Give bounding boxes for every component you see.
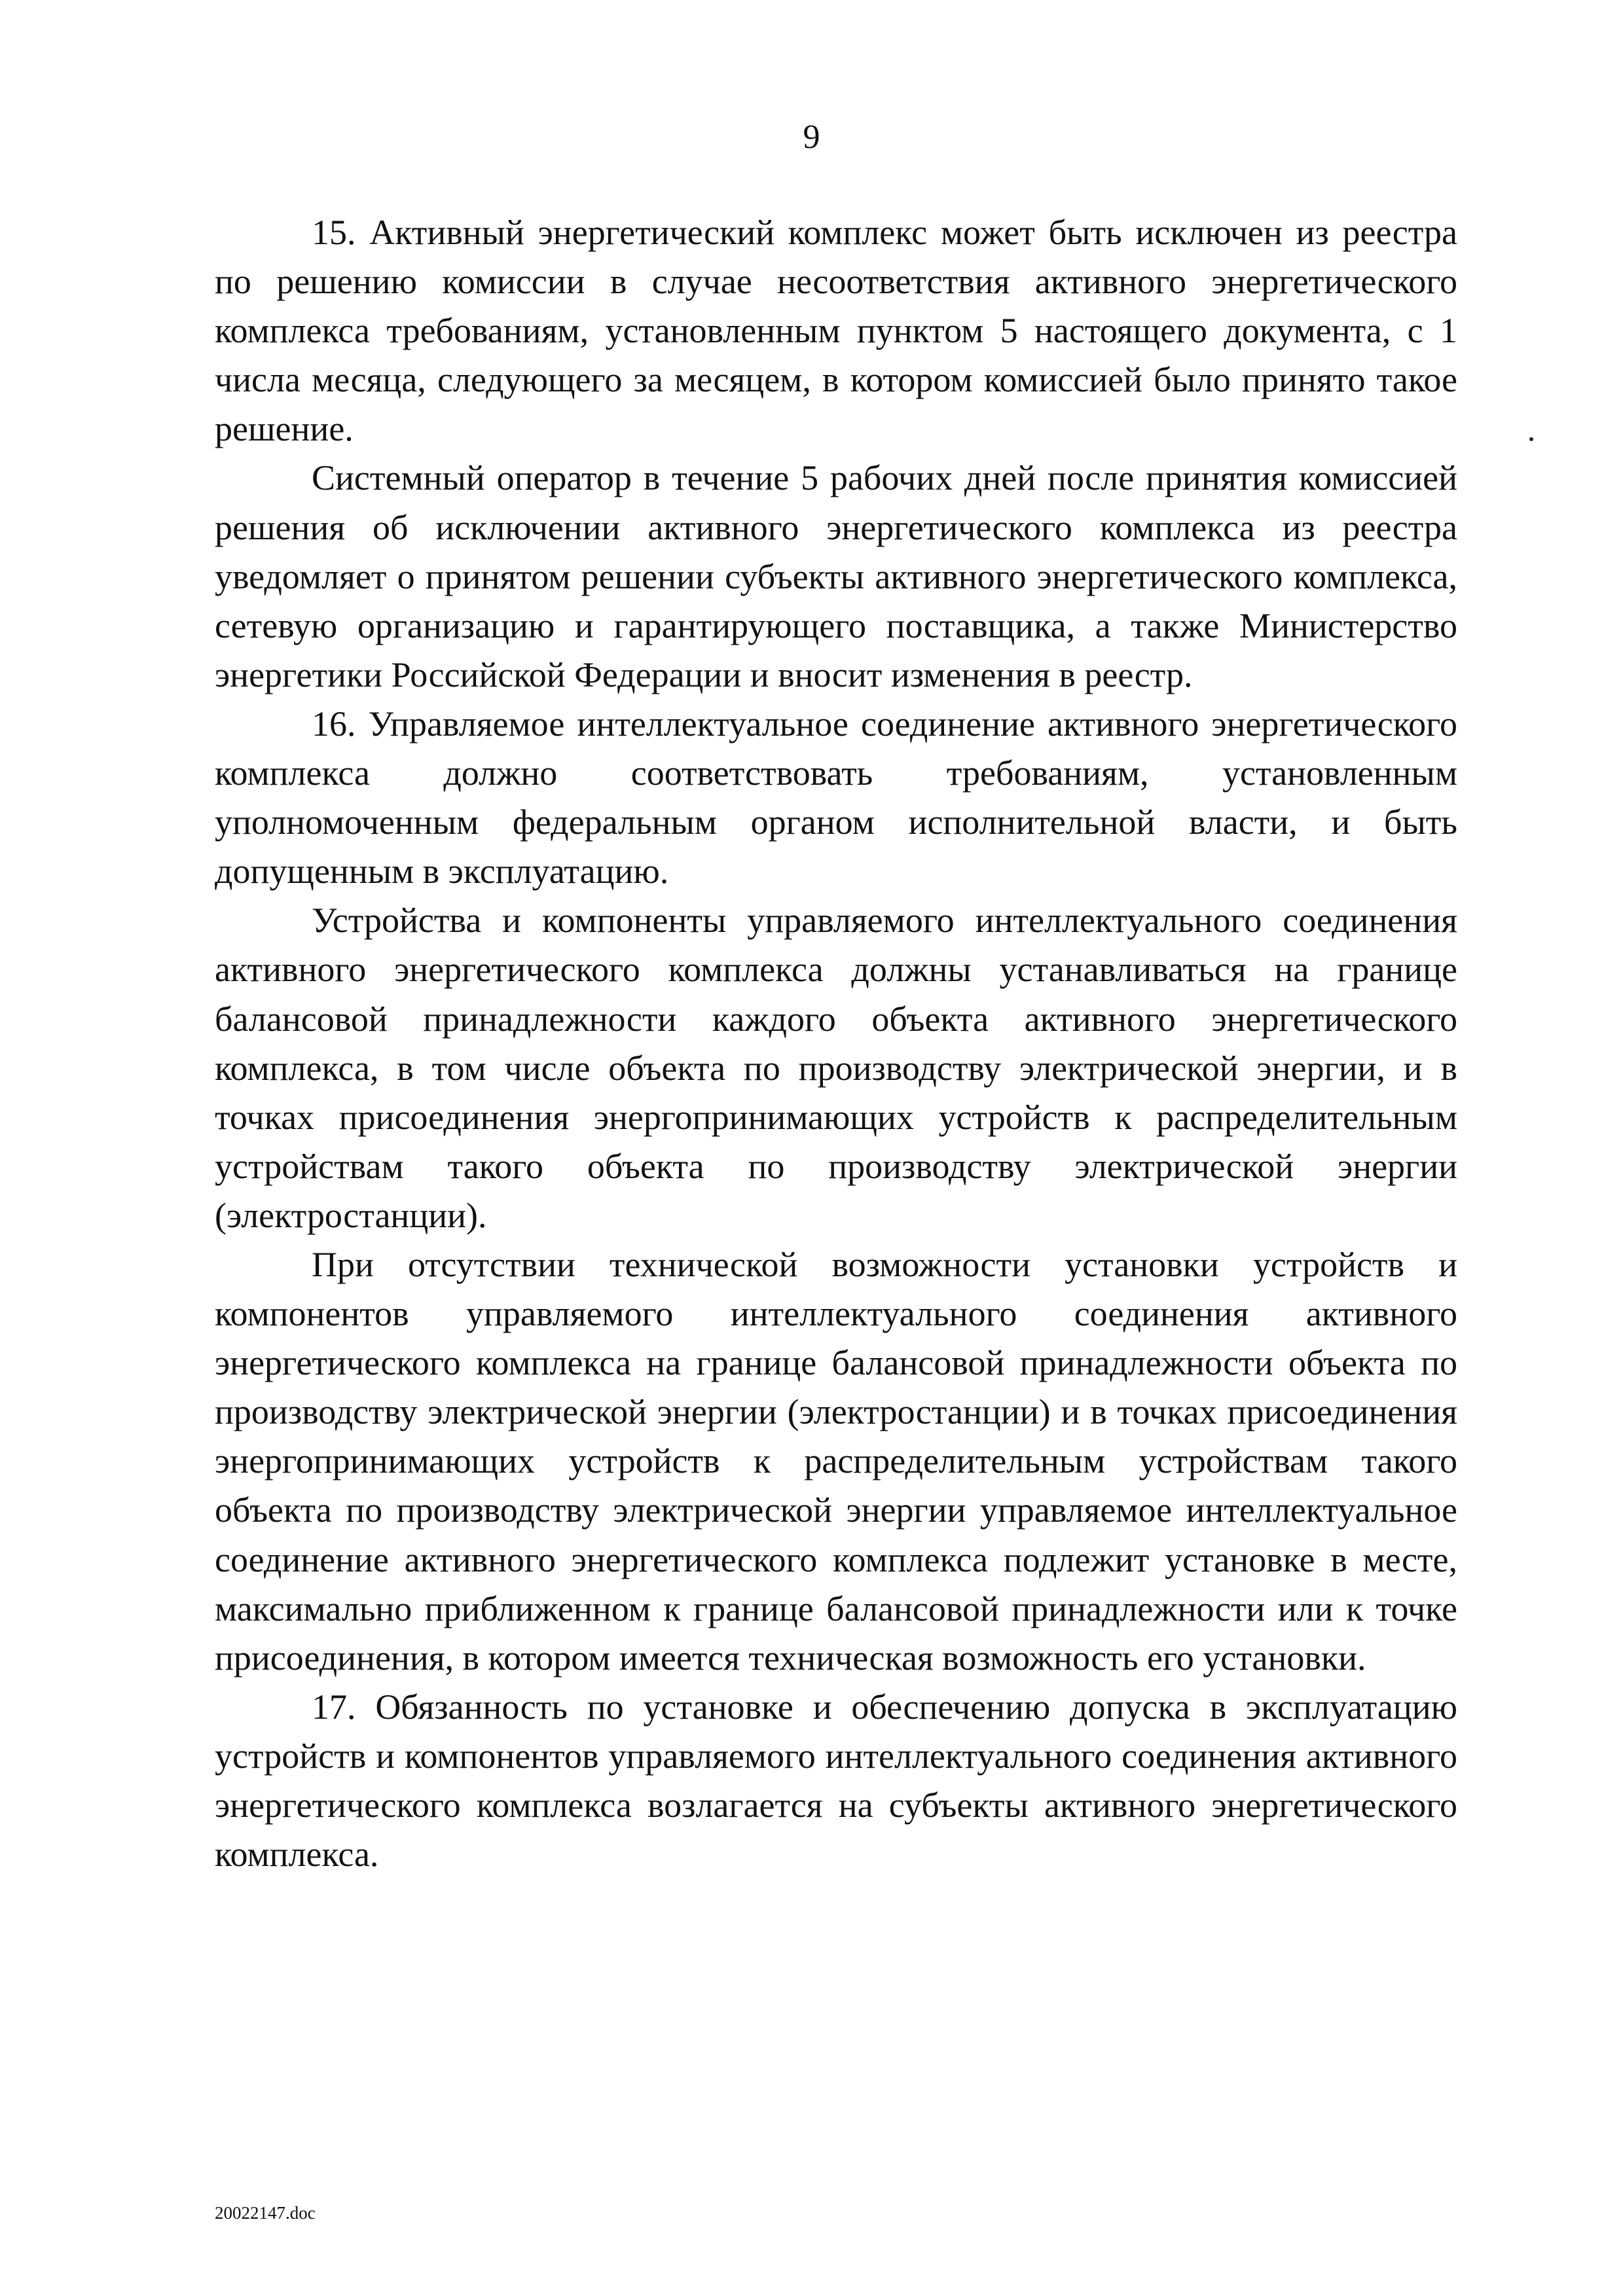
- scan-speck: [1529, 437, 1533, 441]
- paragraph-devices-installation: Устройства и компоненты управляемого интеллектуального соединения активного энергетического комплекса должны устанавливаться на границе балансовой принадлежности каждого объекта активного энергетического комплекса, в том числе объекта по производству электрической энергии, и в точках присоединения энергопринимающих устройств к распределительным устройствам такого объекта по производству электрической энергии (электростанции).: [215, 901, 1457, 1235]
- paragraph-16: 16. Управляемое интеллектуальное соединение активного энергетического комплекса должно соответствовать требованиям, установленным уполномоченным федеральным органом исполнительной власти, и быть допущенным в эксплуатацию.: [215, 704, 1457, 891]
- paragraph-17: 17. Обязанность по установке и обеспечению допуска в эксплуатацию устройств и компонентов управляемого интеллектуального соединения активного энергетического комплекса возлагается на субъекты активного энергетического комплекса.: [215, 1687, 1457, 1874]
- paragraph-no-technical-possibility: При отсутствии технической возможности установки устройств и компонентов управляемого интеллектуального соединения активного энергетического комплекса на границе балансовой принадлежности объекта по производству электрической энергии (электростанции) и в точках присоединения энергопринимающих устройств к распределительным устройствам такого объекта по производству электрической энергии управляемое интеллектуальное соединение активного энергетического комплекса подлежит установке в месте, максимально приближенном к границе балансовой принадлежности или к точке присоединения, в котором имеется техническая возможность его установки.: [215, 1244, 1457, 1677]
- footer-doc-code: 20022147.doc: [215, 2203, 316, 2223]
- page-number: 9: [803, 118, 820, 156]
- paragraph-15: 15. Активный энергетический комплекс может быть исключен из реестра по решению комиссии в случае несоответствия активного энергетического комплекса требованиям, установленным пунктом 5 настоящего документа, с 1 числа месяца, следующего за месяцем, в котором комиссией было принято такое решение.: [215, 213, 1457, 449]
- document-body: [215, 208, 1457, 1879]
- paragraph-system-operator: Системный оператор в течение 5 рабочих дней после принятия комиссией решения об исключении активного энергетического комплекса из реестра уведомляет о принятом решении субъекты активного энергетического комплекса, сетевую организацию и гарантирующего поставщика, а также Министерство энергетики Российской Федерации и вносит изменения в реестр.: [215, 458, 1457, 694]
